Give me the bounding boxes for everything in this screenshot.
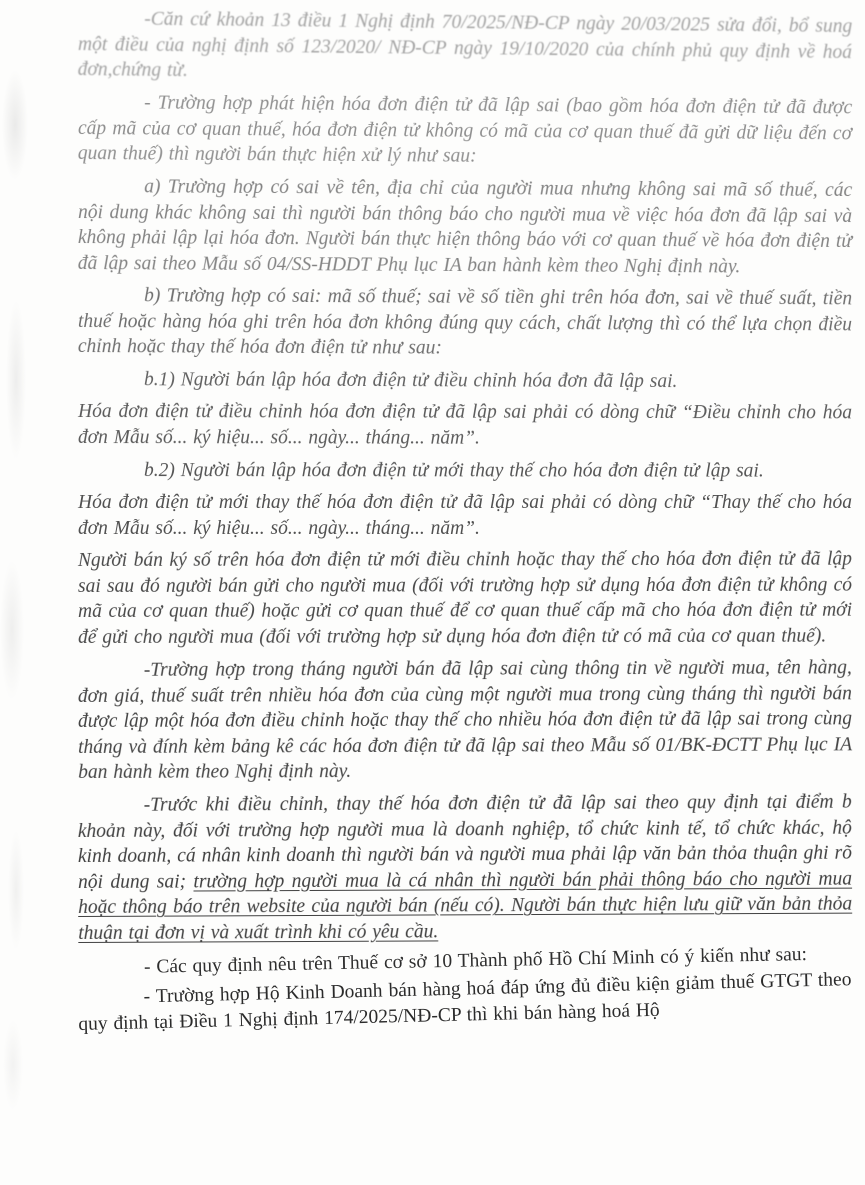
- document-paragraph: - Trường hợp phát hiện hóa đơn điện tử đã lập sai (bao gồm hóa đơn điện tử đã được cấp mã của cơ quan thuế, hóa đơn điện tử không có mã của cơ quan thuế đã gửi dữ liệu đến cơ quan thuế) thì người bán thực hiện xử lý như sau:: [77, 92, 853, 167]
- document-paragraph: [78, 789, 853, 946]
- underlined-clause: trường hợp người mua là cá nhân thì người bán phải thông báo cho người mua hoặc thông báo trên website của người bán (nếu có). Người bán thực hiện lưu giữ văn bản thỏa thuận tại đơn vị và xuất trình khi có yêu cầu.: [78, 868, 853, 944]
- document-paragraph: - Trường hợp Hộ Kinh Doanh bán hàng hoá đáp ứng đủ điều kiện giảm thuế GTGT theo quy định tại Điều 1 Nghị định 174/2025/NĐ-CP thì khi bán hàng hoá Hộ: [78, 968, 852, 1035]
- document-paragraph: Hóa đơn điện tử điều chỉnh hóa đơn điện tử đã lập sai phải có dòng chữ “Điều chỉnh cho hóa đơn Mẫu số... ký hiệu... số... ngày... tháng... năm”.: [77, 401, 853, 449]
- document-paragraph: - Các quy định nêu trên Thuế cơ sở 10 Thành phố Hồ Chí Minh có ý kiến như sau:: [143, 944, 808, 978]
- document-text-block: [78, 6, 852, 1044]
- document-paragraph: Người bán ký số trên hóa đơn điện tử mới điều chỉnh hoặc thay thế cho hóa đơn điện tử đã lập sai sau đó người bán gửi cho người mua (đối với trường hợp sử dụng hóa đơn điện tử không có mã của cơ quan thuế) hoặc gửi cơ quan thuế để cơ quan thuế cấp mã cho hóa đơn điện tử mới để gửi cho người mua (đối với trường hợp sử dụng hóa đơn điện tử có mã của cơ quan thuế).: [77, 548, 853, 649]
- scan-smudge: [2, 70, 28, 180]
- document-paragraph: -Trường hợp trong tháng người bán đã lập sai cùng thông tin về người mua, tên hàng, đơn giá, thuế suất trên nhiều hóa đơn của cùng một người mua trong cùng tháng thì người bán được lập một hóa đơn điều chỉnh hoặc thay thế cho nhiều hóa đơn điện tử đã lập sai trong cùng tháng và đính kèm bảng kê các hóa đơn điện tử đã lập sai theo Mẫu số 01/BK-ĐCTT Phụ lục IA ban hành kèm theo Nghị định này.: [77, 656, 853, 784]
- document-paragraph: b) Trường hợp có sai: mã số thuế; sai về số tiền ghi trên hóa đơn, sai về thuế suất, tiền thuế hoặc hàng hóa ghi trên hóa đơn không đúng quy cách, chất lượng thì có thể lựa chọn điều chỉnh hoặc thay thế hóa đơn điện tử như sau:: [77, 285, 853, 359]
- document-paragraph: b.1) Người bán lập hóa đơn điện tử điều chỉnh hóa đơn đã lập sai.: [143, 368, 678, 392]
- document-paragraph: -Căn cứ khoản 13 điều 1 Nghị định 70/2025/NĐ-CP ngày 20/03/2025 sửa đổi, bổ sung một điều của nghị định số 123/2020/ NĐ-CP ngày 19/10/2020 của chính phủ quy định về hoá đơn,chứng từ.: [77, 8, 853, 82]
- clause-plain: -Trước khi điều chỉnh, thay thế hóa đơn điện tử đã lập sai theo quy định tại điểm b khoản này, đối với trường hợp người mua là doanh nghiệp, tổ chức kinh tế, tổ chức khác, hộ kinh doanh, cá nhân kinh doanh thì người bán và người mua phải lập văn bản thỏa thuận ghi rõ nội dung sai;: [77, 791, 852, 893]
- scan-smudge: [0, 560, 24, 700]
- document-paragraph: a) Trường hợp có sai về tên, địa chỉ của người mua nhưng không sai mã số thuế, các nội dung khác không sai thì người bán thông báo cho người mua về việc hóa đơn đã lập sai và không phải lập lại hóa đơn. Người bán thực hiện thông báo với cơ quan thuế về hóa đơn điện tử đã lập sai theo Mẫu số 04/SS-HDDT Phụ lục IA ban hành kèm theo Nghị định này.: [77, 175, 853, 277]
- document-paragraph: Hóa đơn điện tử mới thay thế hóa đơn điện tử đã lập sai phải có dòng chữ “Thay thế cho hóa đơn Mẫu số... ký hiệu... số... ngày... tháng... năm”.: [78, 492, 852, 539]
- scan-smudge: [3, 1020, 23, 1110]
- scan-smudge: [8, 830, 24, 950]
- document-paragraph: b.2) Người bán lập hóa đơn điện tử mới thay thế cho hóa đơn điện tử lập sai.: [143, 459, 764, 482]
- scan-smudge: [6, 300, 26, 460]
